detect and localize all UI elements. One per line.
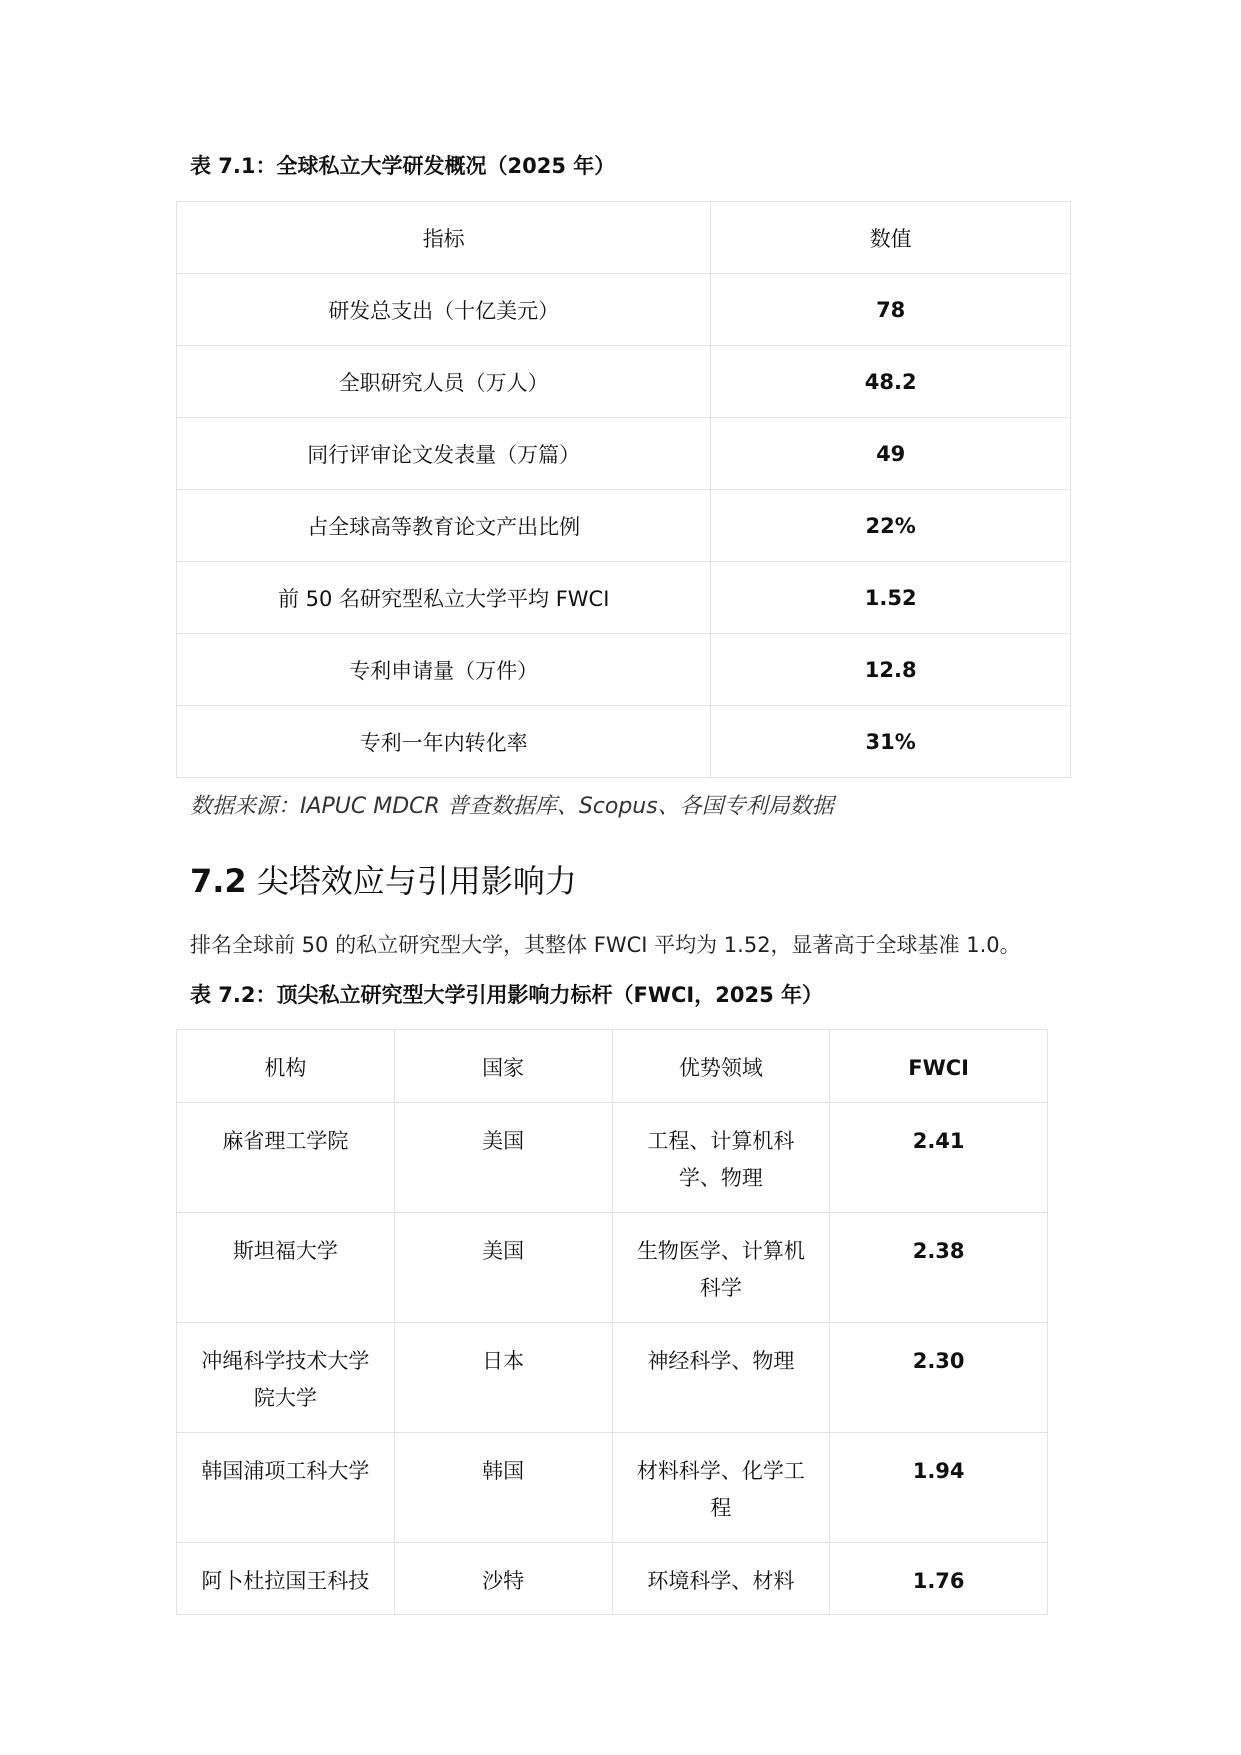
row-value: 48.2 <box>711 346 1071 418</box>
table-header-row <box>177 1030 1048 1103</box>
row-value: 31% <box>711 706 1071 778</box>
cell-country: 美国 <box>394 1103 612 1213</box>
header-value: 数值 <box>711 202 1071 274</box>
table-row <box>177 634 1071 706</box>
row-value: 12.8 <box>711 634 1071 706</box>
header-indicator: 指标 <box>177 202 711 274</box>
table-header-row <box>177 202 1071 274</box>
cell-country: 日本 <box>394 1323 612 1433</box>
row-label: 研发总支出（十亿美元） <box>177 274 711 346</box>
cell-fwci: 2.38 <box>830 1213 1048 1323</box>
row-value: 22% <box>711 490 1071 562</box>
row-label: 专利申请量（万件） <box>177 634 711 706</box>
section-paragraph: 排名全球前 50 的私立研究型大学，其整体 FWCI 平均为 1.52，显著高于全球基准 1.0。 <box>190 933 1021 957</box>
cell-institution: 斯坦福大学 <box>177 1213 395 1323</box>
table-row <box>177 274 1071 346</box>
cell-field: 环境科学、材料 <box>612 1543 830 1615</box>
cell-country: 美国 <box>394 1213 612 1323</box>
table-7-2 <box>176 1029 1048 1615</box>
table-row <box>177 562 1071 634</box>
cell-fwci: 2.30 <box>830 1323 1048 1433</box>
cell-field: 生物医学、计算机科学 <box>612 1213 830 1323</box>
section-heading <box>190 856 577 902</box>
table-source-note: 数据来源：IAPUC MDCR 普查数据库、Scopus、各国专利局数据 <box>190 794 834 819</box>
cell-field: 神经科学、物理 <box>612 1323 830 1433</box>
row-label: 同行评审论文发表量（万篇） <box>177 418 711 490</box>
cell-field: 工程、计算机科学、物理 <box>612 1103 830 1213</box>
table-7-2-caption: 表 7.2：顶尖私立研究型大学引用影响力标杆（FWCI，2025 年） <box>190 983 824 1007</box>
table-row <box>177 1103 1048 1213</box>
cell-institution: 韩国浦项工科大学 <box>177 1433 395 1543</box>
section-number: 7.2 <box>190 862 247 900</box>
row-value: 78 <box>711 274 1071 346</box>
table-row <box>177 490 1071 562</box>
header-institution: 机构 <box>177 1030 395 1103</box>
row-label: 占全球高等教育论文产出比例 <box>177 490 711 562</box>
cell-country: 沙特 <box>394 1543 612 1615</box>
cell-institution: 冲绳科学技术大学院大学 <box>177 1323 395 1433</box>
table-row <box>177 1543 1048 1615</box>
row-label: 全职研究人员（万人） <box>177 346 711 418</box>
table-row <box>177 1323 1048 1433</box>
cell-fwci: 1.76 <box>830 1543 1048 1615</box>
cell-fwci: 2.41 <box>830 1103 1048 1213</box>
header-country: 国家 <box>394 1030 612 1103</box>
row-label: 前 50 名研究型私立大学平均 FWCI <box>177 562 711 634</box>
table-row <box>177 346 1071 418</box>
table-row <box>177 706 1071 778</box>
table-row <box>177 1213 1048 1323</box>
header-fwci: FWCI <box>830 1030 1048 1103</box>
row-label: 专利一年内转化率 <box>177 706 711 778</box>
row-value: 1.52 <box>711 562 1071 634</box>
section-title: 尖塔效应与引用影响力 <box>256 862 577 900</box>
row-value: 49 <box>711 418 1071 490</box>
cell-fwci: 1.94 <box>830 1433 1048 1543</box>
cell-country: 韩国 <box>394 1433 612 1543</box>
header-field: 优势领域 <box>612 1030 830 1103</box>
table-row <box>177 1433 1048 1543</box>
cell-institution: 阿卜杜拉国王科技 <box>177 1543 395 1615</box>
cell-institution: 麻省理工学院 <box>177 1103 395 1213</box>
table-7-1 <box>176 201 1071 778</box>
table-row <box>177 418 1071 490</box>
cell-field: 材料科学、化学工程 <box>612 1433 830 1543</box>
table-7-1-caption: 表 7.1：全球私立大学研发概况（2025 年） <box>190 154 616 178</box>
